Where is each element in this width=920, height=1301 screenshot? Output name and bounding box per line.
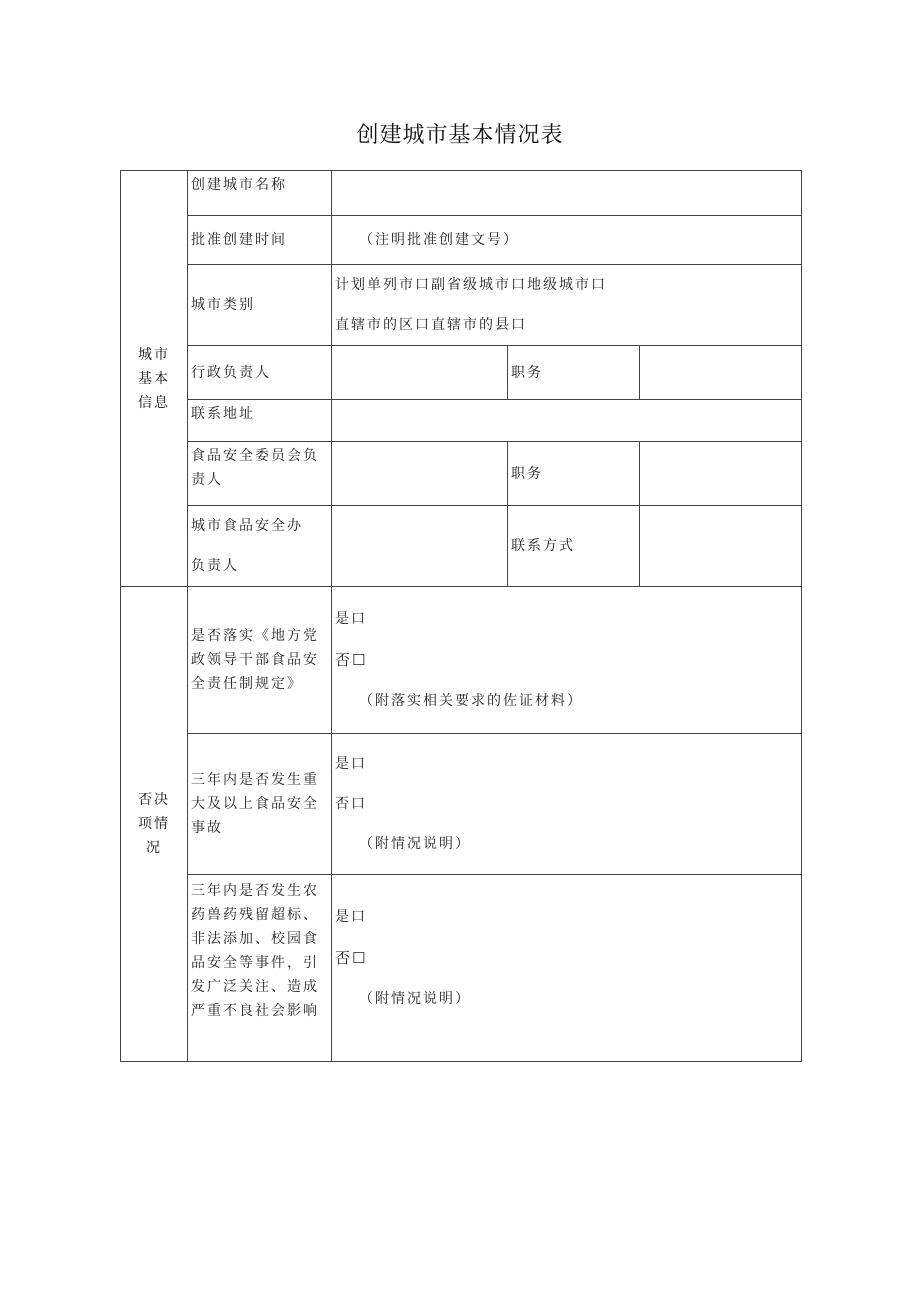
label-line: 三年内是否发生重 — [191, 772, 319, 788]
fsc-position-field[interactable] — [640, 442, 802, 506]
address-label: 联系地址 — [188, 400, 332, 442]
veto-item-answer — [332, 587, 802, 734]
label-line: 是否落实《地方党 — [191, 628, 319, 644]
label-line: 负责人 — [191, 558, 239, 574]
page-title: 创建城市基本情况表 — [356, 123, 564, 148]
veto-item-answer — [332, 875, 802, 1062]
label-line: 责人 — [191, 472, 223, 488]
label-line: 严重不良社会影响 — [191, 1003, 319, 1019]
fsc-position-label: 职务 — [508, 442, 640, 506]
section-line: 信息 — [138, 394, 170, 411]
label-line: 非法添加、校园食 — [191, 931, 319, 947]
veto-note: （附情况说明） — [359, 836, 471, 852]
veto-note: （附落实相关要求的佐证材料） — [359, 692, 583, 709]
label-line: 药兽药残留超标、 — [191, 907, 319, 923]
table-row — [121, 346, 802, 400]
veto-note: （附情况说明） — [359, 991, 471, 1007]
section-line: 城市 — [138, 346, 170, 363]
veto-item-label — [188, 875, 332, 1062]
admin-head-label: 行政负责人 — [188, 346, 332, 400]
yes-checkbox[interactable]: 是口 — [335, 610, 367, 627]
table-row — [121, 400, 802, 442]
section-line: 否决 — [138, 792, 170, 808]
fso-head-field[interactable] — [332, 506, 508, 587]
address-field[interactable] — [332, 400, 802, 442]
table-row — [121, 506, 802, 587]
label-line: 三年内是否发生农 — [191, 883, 319, 899]
section-line: 项情 — [138, 816, 170, 832]
approval-time-note: （注明批准创建文号） — [359, 232, 519, 248]
label-line: 大及以上食品安全 — [191, 796, 319, 812]
fsc-head-label — [188, 442, 332, 506]
yes-checkbox[interactable]: 是口 — [335, 756, 367, 772]
admin-head-field[interactable] — [332, 346, 508, 400]
no-checkbox[interactable]: 否口 — [335, 796, 367, 812]
city-name-label: 创建城市名称 — [188, 171, 332, 216]
city-info-table — [120, 170, 802, 1062]
section-line: 基本 — [138, 370, 170, 387]
fso-head-label — [188, 506, 332, 587]
city-name-field[interactable] — [332, 171, 802, 216]
yes-checkbox[interactable]: 是口 — [335, 909, 367, 925]
table-row — [121, 442, 802, 506]
label-line: 政领导干部食品安 — [191, 652, 319, 668]
table-row — [121, 875, 802, 1062]
approval-time-field[interactable] — [332, 216, 802, 265]
fsc-head-field[interactable] — [332, 442, 508, 506]
contact-label: 联系方式 — [508, 506, 640, 587]
table-row — [121, 265, 802, 346]
no-checkbox[interactable]: 否☐ — [335, 650, 368, 669]
admin-position-label: 职务 — [508, 346, 640, 400]
label-line: 品安全等事件，引 — [191, 955, 319, 971]
contact-field[interactable] — [640, 506, 802, 587]
label-line: 事故 — [191, 820, 223, 836]
section-veto — [121, 587, 188, 1062]
label-line: 发广泛关注、造成 — [191, 979, 319, 995]
approval-time-label: 批准创建时间 — [188, 216, 332, 265]
city-category-label: 城市类别 — [188, 265, 332, 346]
table-row — [121, 171, 802, 216]
veto-item-answer — [332, 734, 802, 875]
city-category-line: 直辖市的区口直辖市的县口 — [335, 317, 527, 333]
section-basic-info — [121, 171, 188, 587]
label-line: 全责任制规定》 — [191, 676, 303, 692]
table-row — [121, 587, 802, 734]
no-checkbox[interactable]: 否☐ — [335, 949, 368, 967]
label-line: 城市食品安全办 — [191, 518, 303, 534]
table-row — [121, 216, 802, 265]
city-category-options[interactable] — [332, 265, 802, 346]
admin-position-field[interactable] — [640, 346, 802, 400]
label-line: 食品安全委员会负 — [191, 448, 319, 464]
veto-item-label — [188, 734, 332, 875]
table-row — [121, 734, 802, 875]
city-category-line: 计划单列市口副省级城市口地级城市口 — [335, 277, 607, 293]
section-line: 况 — [146, 840, 162, 856]
veto-item-label — [188, 587, 332, 734]
